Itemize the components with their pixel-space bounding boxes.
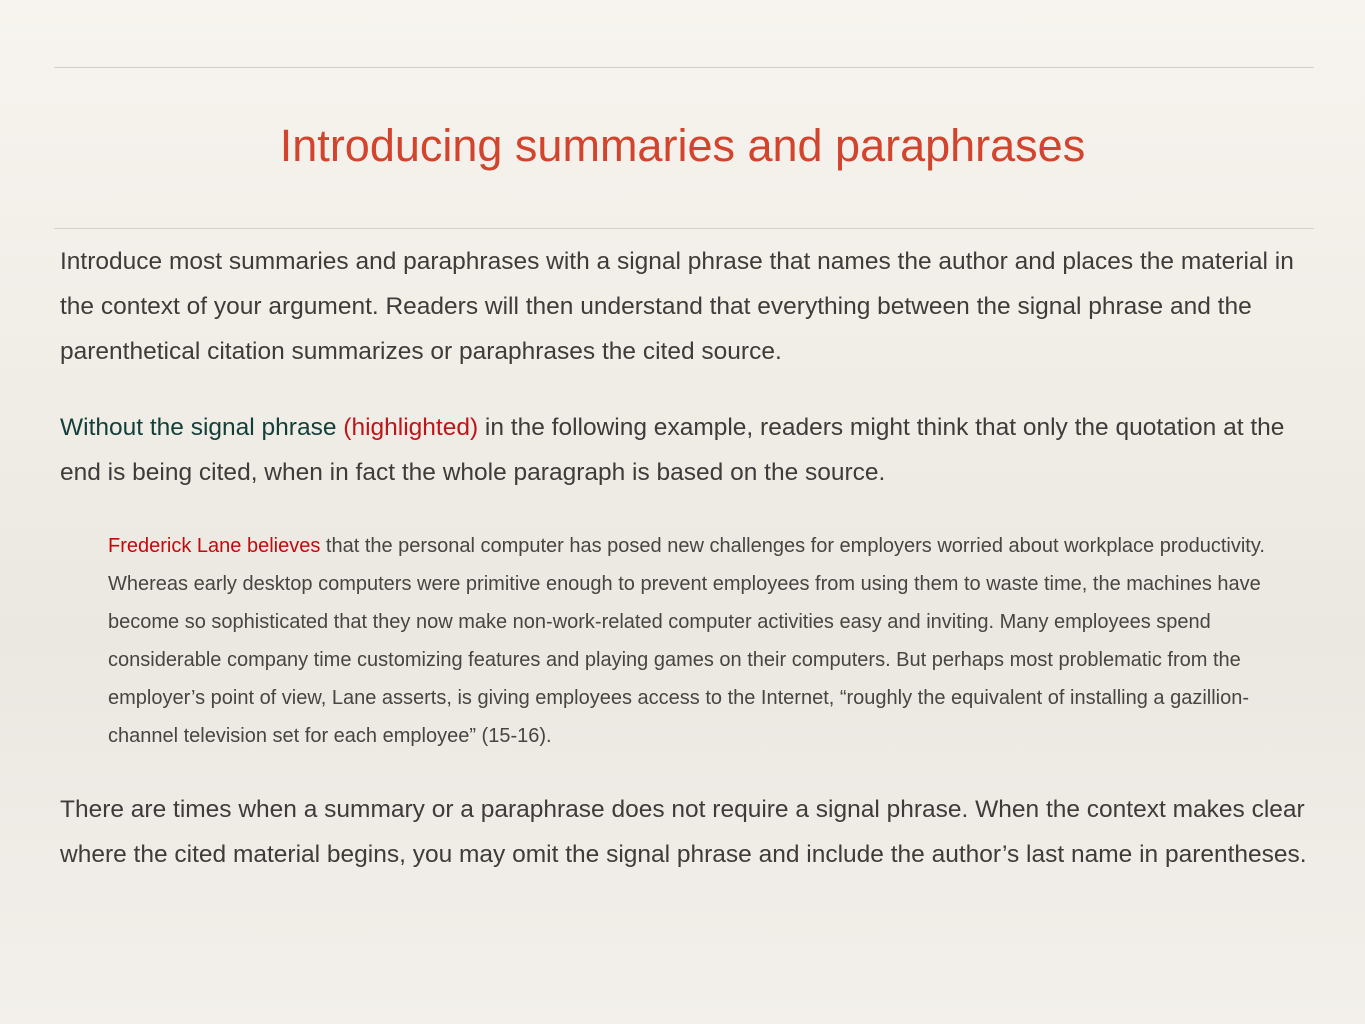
intro-paragraph: Introduce most summaries and paraphrases with a signal phrase that names the author and places the material in the context of your argument. Readers will then understand that everything between the signal phrase and the parenthetical citation summarizes or paraphrases the cited source. [60, 248, 1294, 365]
example-signal-phrase: Frederick Lane believes [108, 535, 321, 557]
highlighted-label: (highlighted) [343, 414, 479, 441]
slide-title: Introducing summaries and paraphrases [279, 120, 1086, 171]
closing-paragraph: There are times when a summary or a paraphrase does not require a signal phrase. When the context makes clear where the cited material begins, you may omit the signal phrase and include the author’s last name in parentheses. [60, 796, 1307, 868]
signal-phrase-paragraph-text: in the following example, readers might think that only the quotation at the end is being cited, when in fact the whole paragraph is based on the source. [60, 414, 1285, 486]
title-divider [54, 228, 1314, 229]
signal-phrase-paragraph [60, 405, 1310, 495]
top-divider [54, 67, 1314, 68]
example-text: that the personal computer has posed new challenges for employers worried about workplace productivity. Whereas early desktop computers were primitive enough to prevent employees from using them to waste time, the machines have become so sophisticated that they now make non-work-related computer activities easy and inviting. Many employees spend considerable company time customizing features and playing games on their computers. But perhaps most problematic from the employer’s point of view, Lane asserts, is giving employees access to the Internet, “roughly the equivalent of installing a gazillion-channel television set for each employee” (15-16). [108, 535, 1265, 747]
signal-phrase-label: Without the signal phrase [60, 414, 337, 441]
example-block-quote [108, 527, 1308, 755]
